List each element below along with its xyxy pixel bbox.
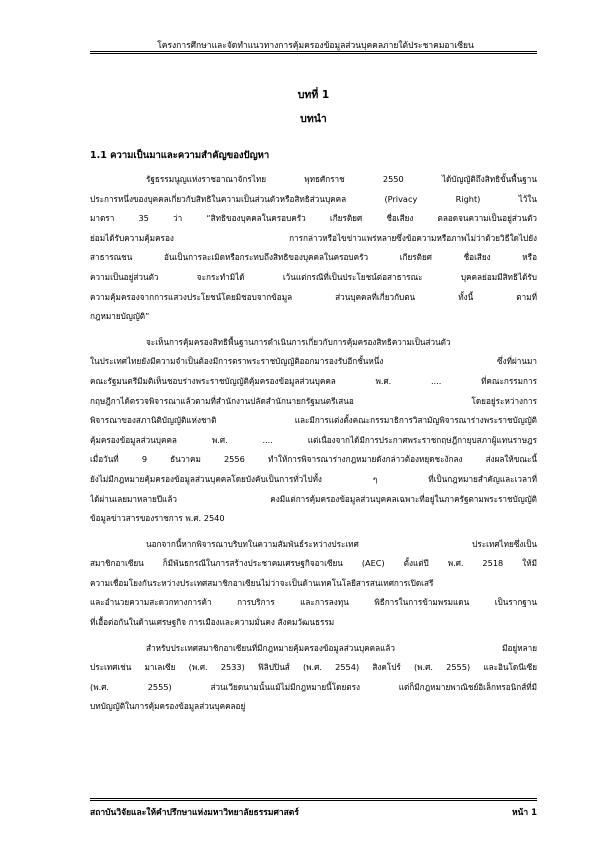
text-line: พิจารณาของสภานิติบัญญัติแห่งชาติ และมีการแต่งตั้งคณะกรรมาธิการวิสามัญพิจารณาร่างพระราชบัญญัติ — [90, 415, 537, 426]
paragraph-1 — [90, 170, 537, 327]
text-line: บทบัญญัติในการคุ้มครองข้อมูลส่วนบุคคลอยู่ — [90, 701, 246, 712]
paragraph-2 — [90, 333, 537, 529]
text-line: ประการหนึ่งของบุคคลเกี่ยวกับสิทธิในความเป็นส่วนตัวหรือสิทธิส่วนบุคคล (Privacy Right) ไว้ใน — [90, 193, 537, 204]
chapter-number: บทที่ 1 — [297, 89, 330, 101]
text-line: กฎหมายบัญญัติ” — [90, 311, 150, 322]
text-line: รัฐธรรมนูญแห่งราชอาณาจักรไทย พุทธศักราช 2550 ได้บัญญัติถึงสิทธิขั้นพื้นฐาน — [146, 174, 537, 184]
text-line: ประเทศเช่น มาเลเซีย (พ.ศ. 2533) ฟิลิปปินส์ (พ.ศ. 2554) สิงคโปร์ (พ.ศ. 2555) และอินโดนีเซีย — [90, 662, 537, 673]
footer-institute: สถาบันวิจัยและให้คำปรึกษาแห่งมหาวิทยาลัยธรรมศาสตร์ — [90, 808, 299, 818]
text-line: กฤษฎีกาได้ตรวจพิจารณาแล้วตามที่สำนักงานปลัดสำนักนายกรัฐมนตรีเสนอ โดยอยู่ระหว่างการ — [90, 395, 537, 406]
text-line: เมื่อวันที่ 9 ธันวาคม 2556 ทำให้การพิจารณาร่างกฎหมายดังกล่าวต้องหยุดชะงักลง ส่งผลให้ขณะนี้ — [90, 454, 537, 465]
body-text — [90, 170, 537, 717]
text-line: สาธารณชน อันเป็นการละเมิดหรือกระทบถึงสิทธิของบุคคลในครอบครัว เกียรติยศ ชื่อเสียง หรือ — [90, 252, 537, 263]
text-line: ความเป็นอยู่ส่วนตัว จะกระทำมิได้ เว้นแต่กรณีที่เป็นประโยชน์ต่อสาธารณะ บุคคลย่อมมีสิทธิได้รับ — [90, 271, 537, 282]
text-line: ได้ผ่านเลยมาหลายปีแล้ว คงมีแต่การคุ้มครองข้อมูลส่วนบุคคลเฉพาะที่อยู่ในภาครัฐตามพระราชบัญญัติ — [90, 493, 537, 504]
chapter-title: บทนำ — [300, 113, 327, 125]
text-line: มาตรา 35 ว่า “สิทธิของบุคคลในครอบครัว เกียรติยศ ชื่อเสียง ตลอดจนความเป็นอยู่ส่วนตัว — [90, 213, 537, 224]
text-line: ยังไม่มีกฎหมายคุ้มครองข้อมูลส่วนบุคคลโดยบังคับเป็นการทั่วไปทั้ง ๆ ที่เป็นกฎหมายสำคัญและเวลาที่ — [90, 473, 537, 484]
text-line: ที่เอื้อต่อกันในด้านเศรษฐกิจ การเมืองและความมั่นคง สังคมวัฒนธรรม — [90, 617, 335, 628]
text-line: ในประเทศไทยยังมีความจำเป็นต้องมีการตราพระราชบัญญัติออกมารองรับอีกชั้นหนึ่ง ซึ่งที่ผ่านมา — [90, 356, 537, 367]
text-line: (พ.ศ. 2555) ส่วนเวียดนามนั้นแม้ไม่มีกฎหมายนี้โดยตรง แต่ก็มีกฎหมายพาณิชย์อิเล็กทรอนิกส์ที่มี — [90, 681, 537, 692]
text-line: ข้อมูลข่าวสารของราชการ พ.ศ. 2540 — [90, 513, 225, 524]
text-line: จะเห็นการคุ้มครองสิทธิพื้นฐานการดำเนินการเกี่ยวกับการคุ้มครองสิทธิความเป็นส่วนตัว — [146, 336, 451, 347]
page-number: หน้า 1 — [511, 808, 537, 818]
page-footer — [90, 805, 537, 819]
paragraph-4 — [90, 639, 537, 717]
text-line: คุ้มครองข้อมูลส่วนบุคคล พ.ศ. .... แต่เนื่องจากได้มีการประกาศพระราชกฤษฎีกายุบสภาผู้แทนราษฎร — [90, 434, 537, 445]
section-heading: 1.1 ความเป็นมาและความสำคัญของปัญหา — [90, 150, 270, 161]
text-line: สมาชิกอาเซียน ก็มีพันธกรณีในการสร้างประชาคมเศรษฐกิจอาเซียน (AEC) ตั้งแต่ปี พ.ศ. 2518 ให้มี — [90, 558, 537, 569]
footer-rule — [90, 798, 537, 801]
text-line: ย่อมได้รับความคุ้มครอง การกล่าวหรือไขข่าวแพร่หลายซึ่งข้อความหรือภาพไม่ว่าด้วยวิธีใดไปยัง — [90, 232, 537, 243]
text-line: ความเชื่อมโยงกันระหว่างประเทศสมาชิกอาเซียนไม่ว่าจะเป็นด้านเทคโนโลยีสารสนเทศการเปิดเสรี — [90, 577, 434, 588]
text-line: สำหรับประเทศสมาชิกอาเซียนที่มีกฎหมายคุ้มครองข้อมูลส่วนบุคคลแล้ว มีอยู่หลาย — [146, 642, 537, 653]
text-line: ความคุ้มครองจากการแสวงประโยชน์โดยมิชอบจากข้อมูล ส่วนบุคคลที่เกี่ยวกับตน ทั้งนี้ ตามที่ — [90, 291, 537, 302]
running-header: โครงการศึกษาและจัดทำแนวทางการคุ้มครองข้อมูลส่วนบุคคลภายใต้ประชาคมอาเซียน — [157, 41, 474, 51]
paragraph-3 — [90, 535, 537, 633]
text-line: นอกจากนี้หากพิจารณาบริบทในความสัมพันธ์ระหว่างประเทศ ประเทศไทยซึ่งเป็น — [146, 538, 537, 549]
text-line: คณะรัฐมนตรีมีมติเห็นชอบร่างพระราชบัญญัติคุ้มครองข้อมูลส่วนบุคคล พ.ศ. .... ที่คณะกรรมการ — [90, 375, 537, 386]
text-line: และอำนวยความสะดวกทางการค้า การบริการ และการลงทุน พิธีการในการข้ามพรมแดน เป็นรากฐาน — [90, 597, 537, 608]
header-rule — [90, 51, 537, 54]
